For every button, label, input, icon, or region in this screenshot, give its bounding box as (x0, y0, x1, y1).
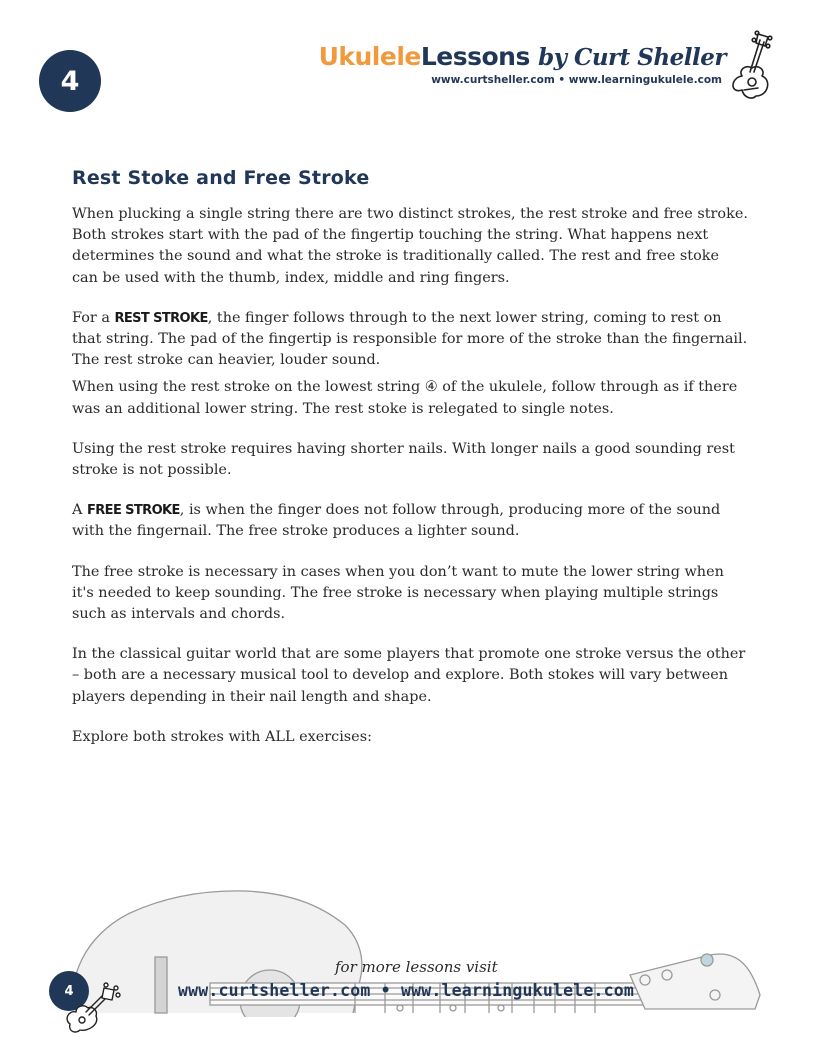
paragraph-lowest-string: When using the rest stroke on the lowest string ④ of the ukulele, follow through as if there was an additional lower string. The rest stoke is relegated to single notes. (72, 379, 738, 417)
paragraph-intro: When plucking a single string there are two distinct strokes, the rest stroke and free stroke. Both strokes start with the pad of the fingertip touching the string. What happens next determines the sound and what the stroke is traditionally called. The rest and free stoke can be used with the thumb, index, middle and ring fingers. (72, 206, 748, 286)
footer-urls: www.curtsheller.com • www.learningukulele.com (178, 981, 635, 1000)
brand-byline: by Curt Sheller (538, 44, 726, 71)
paragraph-text: , the finger follows through to the next lower string, coming to rest on that string. The pad of the fingertip is responsible for more of the stroke than the fingernail. The rest stroke can heavier, louder sound. (72, 309, 748, 369)
section-title: Rest Stoke and Free Stroke (72, 167, 370, 189)
brand-word-ukulele: Ukulele (318, 42, 421, 71)
term-rest-stroke: REST STROKE (114, 310, 208, 326)
paragraph-text: , is when the finger does not follow through, producing more of the sound with the fingernail. The free stroke produces a lighter sound. (72, 502, 721, 540)
paragraph-explore: Explore both strokes with ALL exercises: (72, 728, 372, 745)
paragraph-free-stroke (72, 500, 748, 542)
paragraph-classical-guitar: In the classical guitar world that are some players that promote one stroke versus the other – both are a necessary musical tool to develop and explore. Both stokes will vary between players depending in their nail length and shape. (72, 646, 746, 705)
footer-page-number: 4 (64, 983, 74, 999)
brand-word-lessons: Lessons (420, 42, 530, 71)
paragraph-free-stroke-usage: The free stroke is necessary in cases when you don’t want to mute the lower string when it's needed to keep sounding. The free stroke is necessary when playing multiple strings such as intervals and chords. (72, 563, 724, 623)
footer-note: for more lessons visit (335, 958, 498, 976)
header-urls: www.curtsheller.com • www.learningukulele.com (431, 74, 722, 86)
brand-header (319, 44, 726, 86)
paragraph-rest-stroke (72, 308, 748, 372)
ukulele-icon (724, 30, 776, 102)
section-body (72, 204, 748, 748)
paragraph-prefix: For a (72, 309, 115, 326)
page-number: 4 (60, 65, 80, 97)
brand-title (319, 44, 726, 69)
ukulele-icon (60, 978, 126, 1034)
page-number-badge (39, 50, 101, 112)
term-free-stroke: FREE STROKE (86, 503, 180, 519)
paragraph-nails: Using the rest stroke requires having shorter nails. With longer nails a good sounding rest stroke is not possible. (72, 440, 735, 479)
paragraph-prefix: A (72, 502, 87, 519)
